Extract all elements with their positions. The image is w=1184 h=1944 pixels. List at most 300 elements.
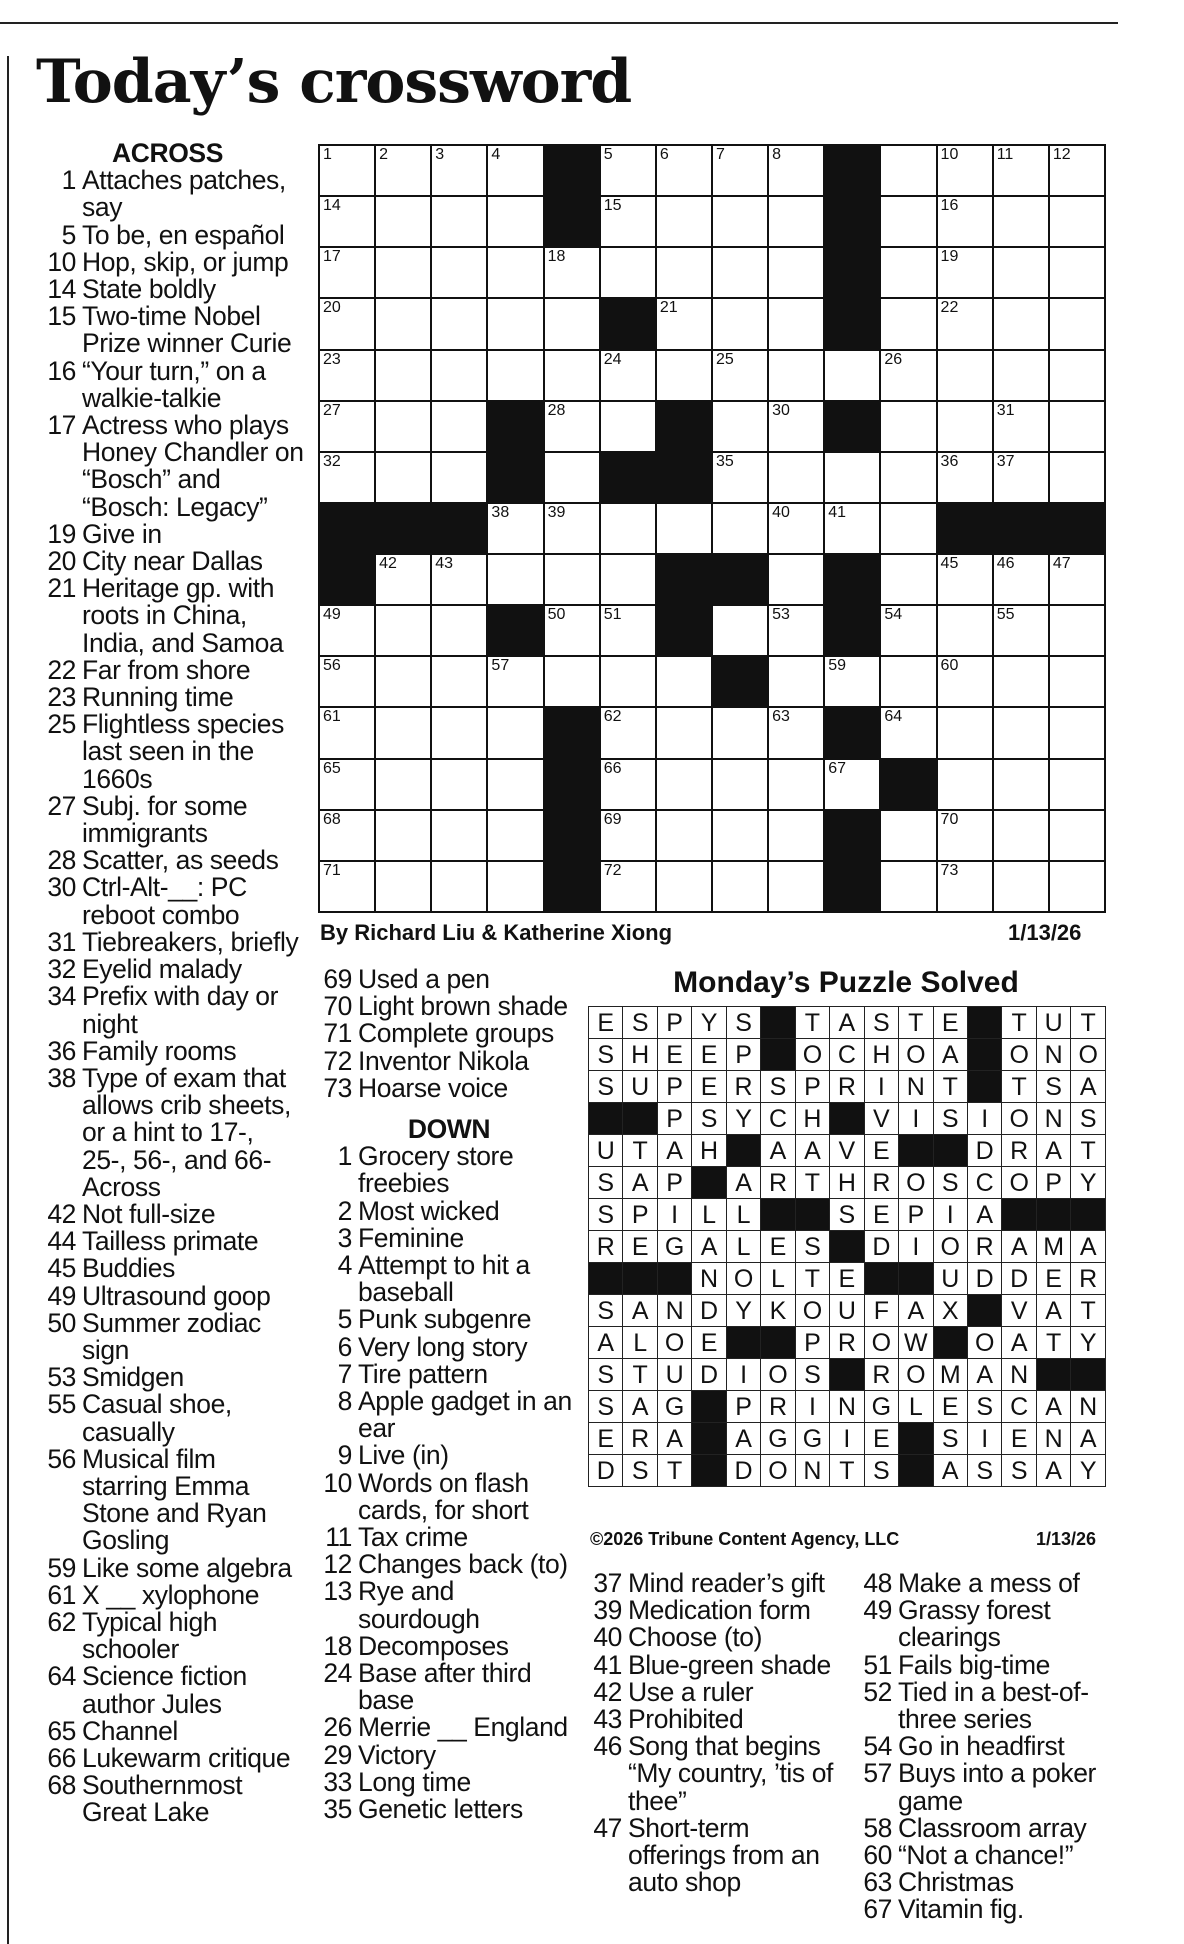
grid-row [319,759,1105,810]
grid-cell[interactable] [712,145,768,196]
solved-cell: A [1036,1295,1070,1327]
grid-cell[interactable] [712,605,768,656]
grid-cell[interactable] [993,861,1049,912]
clue-number: 70 [323,991,352,1022]
grid-cell[interactable] [375,810,431,861]
grid-cell[interactable] [319,759,375,810]
grid-cell[interactable] [431,707,487,758]
clue-item [42,790,304,849]
clue-number: 24 [323,1658,352,1689]
grid-cell[interactable] [1049,452,1105,503]
grid-block [824,298,880,349]
cell-number: 5 [603,146,613,163]
grid-cell[interactable] [375,401,431,452]
clue-item [588,1676,850,1707]
down-clue-list [318,1143,580,1823]
grid-cell[interactable] [600,605,656,656]
clue-number: 40 [593,1622,622,1653]
solved-cell: E [1036,1263,1070,1295]
solved-cell: S [623,1007,657,1039]
clue-text: Type of exam that allows crib sheets, or a hint to 17-, 25-, 56-, and 66-Across [82,1062,291,1202]
solved-block [830,1231,864,1263]
clue-text: Blue-green shade [628,1649,831,1680]
clue-text: Live (in) [358,1440,449,1471]
grid-cell[interactable] [319,247,375,298]
grid-cell[interactable] [544,247,600,298]
clue-number: 13 [323,1576,352,1607]
grid-block [544,759,600,810]
grid-cell[interactable] [319,350,375,401]
clue-item [858,1869,1120,1896]
solved-cell: T [1071,1007,1106,1039]
clue-text: Vitamin fig. [898,1894,1024,1925]
grid-cell[interactable] [431,350,487,401]
grid-cell[interactable] [937,861,993,912]
grid-block [544,145,600,196]
grid-cell[interactable] [712,196,768,247]
grid-cell[interactable] [319,401,375,452]
grid-cell[interactable] [880,298,936,349]
grid-cell[interactable] [880,656,936,707]
clue-item [318,1739,580,1770]
grid-cell[interactable] [600,350,656,401]
clue-text: Song that begins “My country, ’tis of thee” [628,1731,834,1816]
grid-cell[interactable] [375,247,431,298]
clue-text: Tailless primate [82,1226,259,1257]
cell-number: 23 [323,350,341,368]
grid-cell[interactable] [319,810,375,861]
copyright-date: 1/13/26 [1036,1529,1097,1549]
solved-cell: E [657,1039,691,1071]
grid-cell[interactable] [880,554,936,605]
grid-cell[interactable] [993,350,1049,401]
clue-number: 20 [47,546,76,577]
grid-cell[interactable] [656,196,712,247]
clue-number: 4 [337,1250,352,1281]
grid-cell[interactable] [656,707,712,758]
grid-cell[interactable] [1049,656,1105,707]
grid-cell[interactable] [712,298,768,349]
clue-number: 49 [863,1595,892,1626]
grid-cell[interactable] [375,196,431,247]
solved-cell: O [1002,1167,1036,1199]
grid-cell[interactable] [937,554,993,605]
solved-cell: E [692,1327,726,1359]
across-heading: ACROSS [112,138,223,168]
grid-cell[interactable] [993,707,1049,758]
clue-item [42,983,304,1037]
grid-cell[interactable] [712,759,768,810]
solved-cell: T [795,1167,829,1199]
grid-cell[interactable] [600,759,656,810]
grid-cell[interactable] [656,759,712,810]
solved-cell: R [761,1391,795,1423]
clue-text: Short-term offerings from an auto shop [628,1812,820,1898]
grid-cell[interactable] [880,861,936,912]
grid-cell[interactable] [487,861,543,912]
grid-cell[interactable] [768,810,824,861]
grid-cell[interactable] [487,810,543,861]
grid-cell[interactable] [768,656,824,707]
clue-item [588,1706,850,1733]
clue-text: Two-time Nobel Prize winner Curie [82,301,292,359]
grid-cell[interactable] [712,707,768,758]
cell-number: 1 [323,146,332,163]
grid-cell[interactable] [431,759,487,810]
solved-cell: S [795,1359,829,1391]
clue-number: 66 [47,1742,76,1773]
cell-number: 46 [996,555,1015,572]
grid-cell[interactable] [937,656,993,707]
grid-cell[interactable] [937,605,993,656]
clue-number: 14 [47,274,76,305]
grid-cell[interactable] [1049,401,1105,452]
grid-cell[interactable] [319,656,375,707]
grid-cell[interactable] [712,401,768,452]
grid-cell[interactable] [375,605,431,656]
solved-cell: D [692,1295,726,1327]
grid-cell[interactable] [824,350,880,401]
solved-block [933,1135,967,1167]
clue-item [318,1714,580,1741]
grid-cell[interactable] [993,605,1049,656]
page-title: Today’s crossword [36,47,632,117]
solved-cell: H [692,1135,726,1167]
grid-cell[interactable] [880,503,936,554]
grid-cell[interactable] [768,452,824,503]
grid-cell[interactable] [768,196,824,247]
grid-cell[interactable] [993,145,1049,196]
grid-cell[interactable] [600,247,656,298]
cell-number: 37 [996,452,1015,470]
solved-cell: A [1002,1231,1036,1263]
solved-cell: V [864,1103,898,1135]
grid-cell[interactable] [993,452,1049,503]
solved-cell: N [830,1391,864,1423]
grid-cell[interactable] [768,554,824,605]
grid-cell[interactable] [375,298,431,349]
grid-cell[interactable] [375,861,431,912]
grid-cell[interactable] [1049,554,1105,605]
clue-text: Grassy forest clearings [898,1595,1051,1653]
solved-cell: A [967,1359,1001,1391]
grid-cell[interactable] [993,810,1049,861]
solved-cell: R [830,1071,864,1103]
grid-cell[interactable] [600,656,656,707]
solved-block [1036,1359,1070,1391]
solved-cell: O [967,1327,1001,1359]
grid-cell[interactable] [1049,247,1105,298]
grid-cell[interactable] [487,298,543,349]
grid-cell[interactable] [1049,605,1105,656]
grid-cell[interactable] [937,401,993,452]
grid-cell[interactable] [824,503,880,554]
grid-cell[interactable] [712,350,768,401]
solved-cell: W [899,1327,933,1359]
grid-row [319,145,1105,196]
solved-cell: T [933,1071,967,1103]
solved-block [1071,1199,1106,1231]
grid-cell[interactable] [375,759,431,810]
grid-cell[interactable] [768,605,824,656]
solved-cell: N [899,1071,933,1103]
solved-cell: A [1036,1135,1070,1167]
solved-cell: S [933,1167,967,1199]
grid-cell[interactable] [487,196,543,247]
grid-cell[interactable] [768,503,824,554]
grid-cell[interactable] [656,810,712,861]
clue-column-3 [588,1570,850,1896]
grid-cell[interactable] [431,196,487,247]
grid-cell[interactable] [544,350,600,401]
grid-cell[interactable] [1049,707,1105,758]
grid-cell[interactable] [431,861,487,912]
grid-cell[interactable] [656,861,712,912]
grid-cell[interactable] [487,707,543,758]
grid-cell[interactable] [656,503,712,554]
grid-cell[interactable] [544,452,600,503]
grid-cell[interactable] [431,247,487,298]
grid-cell[interactable] [880,707,936,758]
clue-text: To be, en español [82,219,285,250]
grid-cell[interactable] [880,145,936,196]
solved-cell: D [726,1455,760,1487]
grid-cell[interactable] [431,145,487,196]
clue-item [318,1551,580,1578]
grid-cell[interactable] [431,554,487,605]
grid-cell[interactable] [600,810,656,861]
grid-cell[interactable] [880,247,936,298]
grid-cell[interactable] [993,196,1049,247]
solved-cell: S [1002,1455,1036,1487]
grid-cell[interactable] [431,656,487,707]
grid-cell[interactable] [600,707,656,758]
solved-row [589,1199,1106,1231]
solved-cell: E [864,1135,898,1167]
grid-cell[interactable] [712,503,768,554]
grid-cell[interactable] [712,247,768,298]
grid-cell[interactable] [431,810,487,861]
grid-cell[interactable] [656,350,712,401]
solved-cell: I [899,1231,933,1263]
grid-cell[interactable] [880,350,936,401]
grid-cell[interactable] [880,196,936,247]
grid-cell[interactable] [319,298,375,349]
clue-text: Typical high schooler [82,1606,218,1665]
cell-number: 36 [940,452,959,470]
solved-cell: E [589,1007,623,1039]
grid-cell[interactable] [600,503,656,554]
grid-cell[interactable] [487,145,543,196]
solved-cell: E [692,1039,726,1071]
grid-cell[interactable] [487,759,543,810]
grid-cell[interactable] [937,298,993,349]
clue-item [42,684,304,711]
clue-item [42,1307,304,1365]
grid-cell[interactable] [319,605,375,656]
grid-cell[interactable] [544,656,600,707]
cell-number: 20 [323,299,341,317]
clue-number: 12 [323,1549,352,1580]
solved-cell: S [1071,1103,1106,1135]
clue-text: Rye and sourdough [358,1576,480,1634]
grid-cell[interactable] [319,196,375,247]
grid-cell[interactable] [544,554,600,605]
grid-cell[interactable] [431,401,487,452]
grid-block [993,503,1049,554]
grid-cell[interactable] [1049,298,1105,349]
cell-number: 67 [828,759,847,777]
solved-cell: S [933,1103,967,1135]
grid-cell[interactable] [1049,196,1105,247]
grid-cell[interactable] [431,452,487,503]
grid-cell[interactable] [937,759,993,810]
grid-block [431,503,487,554]
grid-cell[interactable] [937,196,993,247]
cell-number: 25 [715,350,734,368]
clue-item [42,1255,304,1282]
grid-cell[interactable] [319,145,375,196]
clue-text: Ctrl-Alt-__: PC reboot combo [82,872,247,930]
byline: By Richard Liu & Katherine Xiong [320,920,673,945]
grid-cell[interactable] [375,350,431,401]
grid-cell[interactable] [768,350,824,401]
grid-cell[interactable] [544,401,600,452]
clue-item [42,246,304,277]
grid-block [487,452,543,503]
grid-cell[interactable] [824,656,880,707]
grid-cell[interactable] [880,401,936,452]
solved-block [623,1263,657,1295]
grid-cell[interactable] [768,707,824,758]
grid-block [824,247,880,298]
grid-cell[interactable] [487,554,543,605]
grid-cell[interactable] [880,452,936,503]
grid-cell[interactable] [824,759,880,810]
grid-cell[interactable] [600,861,656,912]
grid-cell[interactable] [375,554,431,605]
grid-cell[interactable] [937,350,993,401]
grid-cell[interactable] [375,145,431,196]
grid-cell[interactable] [880,605,936,656]
clue-text: Used a pen [358,964,490,994]
grid-cell[interactable] [600,196,656,247]
grid-cell[interactable] [487,656,543,707]
cell-number: 49 [323,606,341,624]
grid-cell[interactable] [937,247,993,298]
grid-cell[interactable] [487,247,543,298]
grid-cell[interactable] [319,452,375,503]
grid-cell[interactable] [937,452,993,503]
grid-cell[interactable] [487,503,543,554]
solved-cell: M [933,1359,967,1391]
grid-cell[interactable] [937,810,993,861]
grid-cell[interactable] [993,759,1049,810]
clue-item [318,1252,580,1306]
solved-cell: S [967,1455,1001,1487]
grid-cell[interactable] [937,707,993,758]
grid-cell[interactable] [993,298,1049,349]
solved-block [761,1007,795,1039]
grid-row [319,350,1105,401]
solved-cell: S [726,1007,760,1039]
grid-cell[interactable] [1049,350,1105,401]
grid-row [319,656,1105,707]
grid-cell[interactable] [375,452,431,503]
grid-cell[interactable] [937,145,993,196]
grid-cell[interactable] [544,298,600,349]
grid-cell[interactable] [880,810,936,861]
clue-item [42,1228,304,1255]
grid-cell[interactable] [768,759,824,810]
grid-cell[interactable] [1049,861,1105,912]
grid-cell[interactable] [375,656,431,707]
clue-item [318,1524,580,1551]
grid-cell[interactable] [993,401,1049,452]
grid-cell[interactable] [712,810,768,861]
clue-number: 27 [47,790,76,821]
grid-cell[interactable] [656,656,712,707]
grid-cell[interactable] [768,298,824,349]
grid-cell[interactable] [1049,145,1105,196]
solved-block [726,1327,760,1359]
grid-cell[interactable] [1049,759,1105,810]
clue-text: Buys into a poker game [898,1758,1096,1816]
grid-cell[interactable] [712,861,768,912]
grid-cell[interactable] [993,247,1049,298]
grid-cell[interactable] [712,452,768,503]
clue-text: Scatter, as seeds [82,845,279,876]
grid-cell[interactable] [656,145,712,196]
solved-cell: A [1071,1231,1106,1263]
clue-text: Tire pattern [358,1358,488,1389]
clue-text: Prohibited [628,1704,744,1735]
grid-cell[interactable] [1049,810,1105,861]
grid-cell[interactable] [544,503,600,554]
grid-cell[interactable] [319,861,375,912]
grid-cell[interactable] [993,656,1049,707]
grid-cell[interactable] [768,247,824,298]
grid-cell[interactable] [600,554,656,605]
grid-cell[interactable] [993,554,1049,605]
grid-cell[interactable] [431,605,487,656]
grid-cell[interactable] [375,707,431,758]
grid-cell[interactable] [768,401,824,452]
grid-cell[interactable] [431,298,487,349]
grid-cell[interactable] [768,861,824,912]
grid-cell[interactable] [487,350,543,401]
solved-cell: R [967,1231,1001,1263]
grid-cell[interactable] [319,707,375,758]
solved-cell: S [589,1039,623,1071]
grid-cell[interactable] [768,145,824,196]
solved-block [830,1359,864,1391]
solved-cell: O [899,1039,933,1071]
grid-cell[interactable] [824,452,880,503]
top-rule [0,22,1118,24]
clue-text: Give in [82,518,162,549]
grid-cell[interactable] [600,145,656,196]
clue-text: Musical film starring Emma Stone and Ryan Gosling [82,1443,267,1556]
solved-cell: Y [1071,1327,1106,1359]
grid-cell[interactable] [544,605,600,656]
clue-item [858,1760,1120,1814]
grid-cell[interactable] [656,298,712,349]
grid-cell[interactable] [600,401,656,452]
grid-cell[interactable] [656,247,712,298]
clue-item [42,1552,304,1583]
solved-cell: A [623,1167,657,1199]
